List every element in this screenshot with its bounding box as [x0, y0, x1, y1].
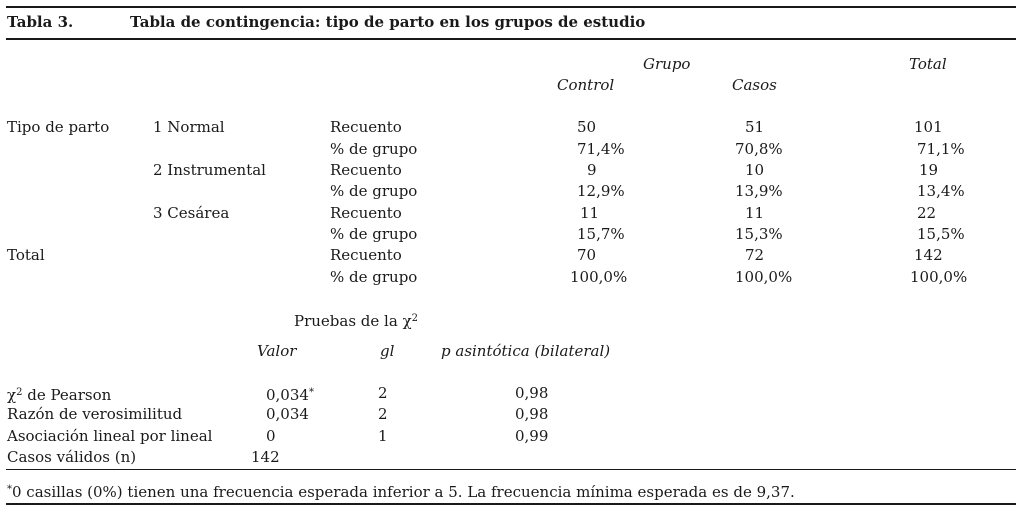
razon-label: Razón de verosimilitud [7, 405, 183, 423]
metric-pct-label: % de grupo [330, 140, 418, 158]
asociacion-gl: 1 [378, 427, 388, 445]
row-variable-label: Tipo de parto [7, 118, 110, 136]
cell-casos-pct: 13,9% [735, 182, 783, 200]
asociacion-valor: 0 [266, 427, 276, 445]
chi-tests-title-sup: 2 [411, 313, 419, 324]
cell-control-pct: 15,7% [577, 225, 625, 243]
cell-total-pct: 15,5% [917, 225, 965, 243]
col-valor-header: Valor [257, 342, 297, 360]
chi-symbol: χ [7, 386, 17, 404]
cell-control-count: 11 [580, 204, 600, 222]
pearson-label [7, 384, 111, 404]
pearson-valor-text: 0,034 [266, 386, 309, 404]
col-casos-header: Casos [732, 76, 777, 94]
casos-label: Casos válidos (n) [7, 448, 137, 466]
pearson-gl: 2 [378, 384, 388, 402]
razon-valor: 0,034 [266, 405, 309, 423]
footnote-mark: * [7, 484, 12, 495]
total-row-label: Total [7, 246, 45, 264]
cell-casos-pct: 100,0% [735, 268, 793, 286]
total-header: Total [909, 55, 947, 73]
cell-control-count: 9 [587, 161, 597, 179]
cell-total-count: 101 [914, 118, 943, 136]
cell-casos-count: 72 [745, 246, 765, 264]
cell-control-pct: 100,0% [570, 268, 628, 286]
cell-total-count: 22 [917, 204, 937, 222]
pearson-p: 0,98 [515, 384, 549, 402]
footnote [7, 481, 795, 501]
cell-control-pct: 71,4% [577, 140, 625, 158]
chi-tests-title [294, 310, 418, 330]
cell-total-count: 19 [919, 161, 939, 179]
pearson-valor [266, 384, 314, 404]
metric-count-label: Recuento [330, 118, 402, 136]
table-title: Tabla de contingencia: tipo de parto en los grupos de estudio [130, 13, 646, 31]
cell-casos-count: 10 [745, 161, 765, 179]
metric-pct-label: % de grupo [330, 182, 418, 200]
table-label: Tabla 3. [7, 13, 74, 31]
bottom-rule [6, 503, 1016, 505]
metric-count-label: Recuento [330, 161, 402, 179]
asociacion-label: Asociación lineal por lineal [7, 427, 213, 445]
cell-total-pct: 100,0% [910, 268, 968, 286]
category-label: 1 Normal [153, 118, 225, 136]
cell-casos-count: 11 [745, 204, 765, 222]
col-gl-header: gl [380, 342, 395, 360]
col-control-header: Control [557, 76, 615, 94]
chi-sup: 2 [16, 387, 23, 398]
metric-pct-label: % de grupo [330, 268, 418, 286]
cell-control-count: 50 [577, 118, 597, 136]
cell-control-pct: 12,9% [577, 182, 625, 200]
cell-casos-pct: 70,8% [735, 140, 783, 158]
cell-total-pct: 13,4% [917, 182, 965, 200]
cell-total-count: 142 [914, 246, 943, 264]
pearson-valor-mark: * [308, 387, 314, 398]
top-rule [6, 6, 1016, 8]
footnote-rule [6, 469, 1016, 470]
cell-casos-count: 51 [745, 118, 765, 136]
caption-rule [6, 38, 1016, 40]
asociacion-p: 0,99 [515, 427, 549, 445]
metric-count-label: Recuento [330, 246, 402, 264]
casos-valor: 142 [251, 448, 280, 466]
group-header: Grupo [643, 55, 691, 73]
razon-gl: 2 [378, 405, 388, 423]
cell-control-count: 70 [577, 246, 597, 264]
cell-casos-pct: 15,3% [735, 225, 783, 243]
category-label: 3 Cesárea [153, 204, 230, 222]
pearson-label-text: de Pearson [22, 386, 112, 404]
razon-p: 0,98 [515, 405, 549, 423]
chi-tests-title-text: Pruebas de la χ [294, 312, 412, 330]
footnote-text: 0 casillas (0%) tienen una frecuencia esperada inferior a 5. La frecuencia mínima esperada es de 9,37. [12, 483, 795, 501]
category-label: 2 Instrumental [153, 161, 266, 179]
cell-total-pct: 71,1% [917, 140, 965, 158]
col-p-header: p asintótica (bilateral) [441, 342, 611, 360]
metric-count-label: Recuento [330, 204, 402, 222]
metric-pct-label: % de grupo [330, 225, 418, 243]
